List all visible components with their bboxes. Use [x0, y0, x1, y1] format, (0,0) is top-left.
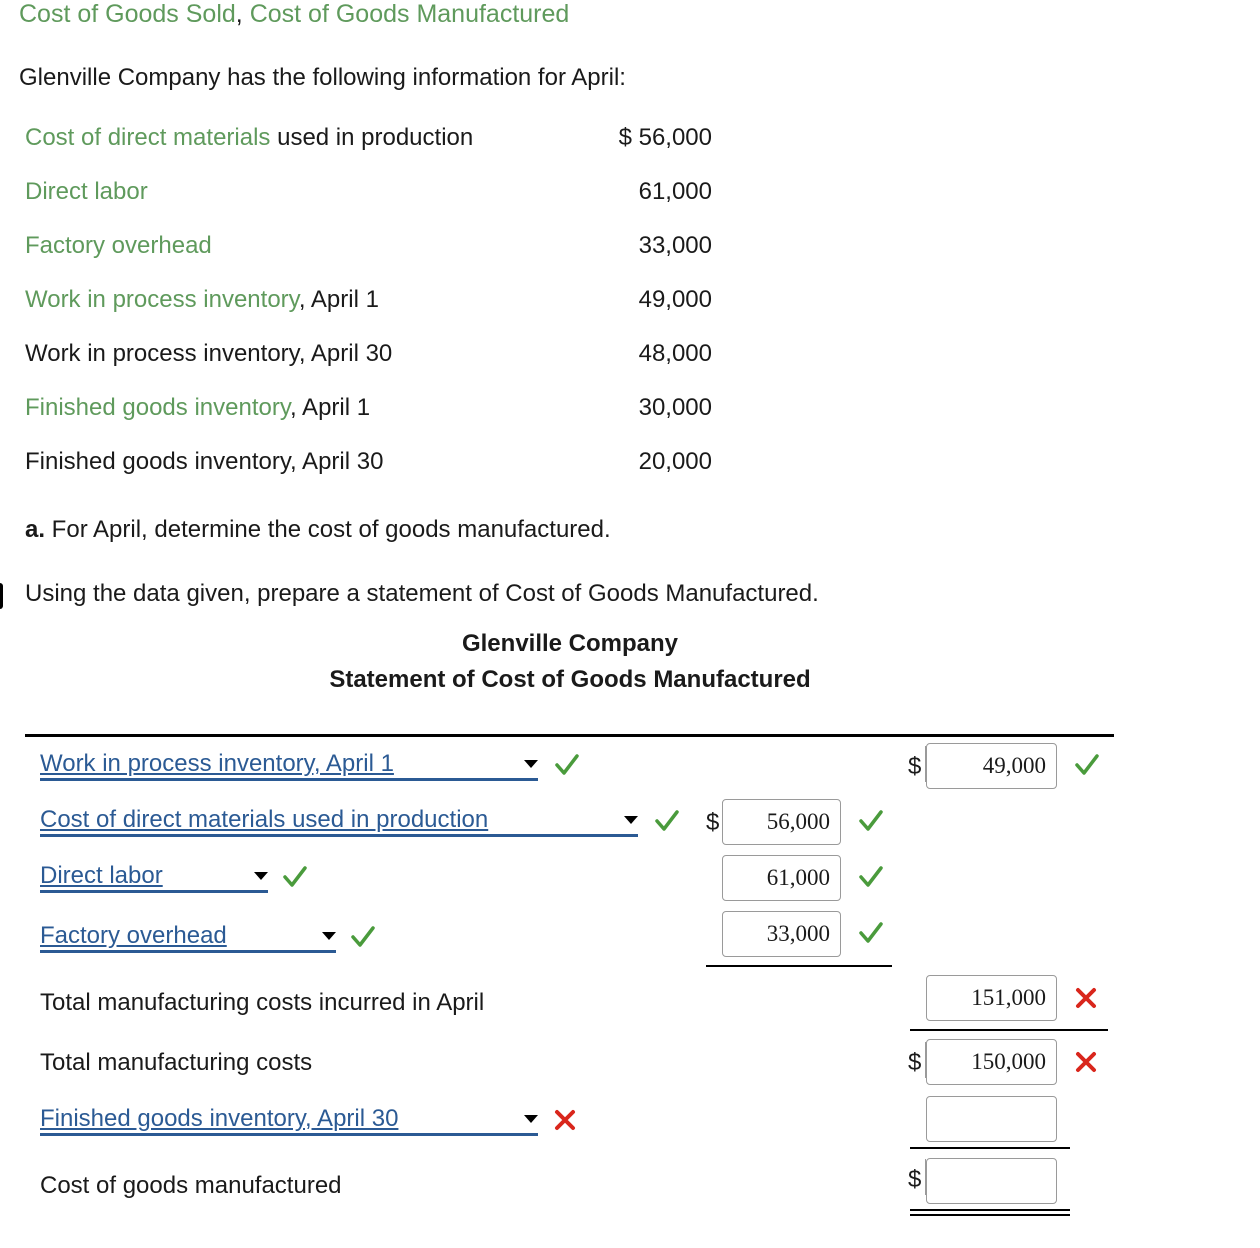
- chevron-down-icon: [322, 932, 336, 940]
- check-icon: [1074, 752, 1100, 778]
- dollar-sign: $: [706, 808, 723, 838]
- label-cogm: Cost of goods manufactured: [40, 1172, 342, 1199]
- label-total-incurred: Total manufacturing costs incurred in April: [40, 989, 485, 1016]
- intro-text: Glenville Company has the following information for April:: [19, 64, 626, 91]
- check-icon: [654, 808, 680, 834]
- title-link-cogm[interactable]: Cost of Goods Manufactured: [249, 0, 570, 28]
- dropdown-dm-used[interactable]: Cost of direct materials used in production: [40, 806, 638, 837]
- given-row-label: Work in process inventory, April 1: [25, 286, 379, 313]
- given-row-value: 33,000: [638, 232, 712, 259]
- double-rule-top: [910, 1209, 1070, 1211]
- statement-title: Statement of Cost of Goods Manufactured: [329, 666, 811, 693]
- glossary-link[interactable]: Work in process inventory: [25, 286, 299, 313]
- question-text: For April, determine the cost of goods manufactured.: [45, 516, 611, 543]
- dropdown-wip-april1[interactable]: Work in process inventory, April 1: [40, 750, 538, 781]
- given-row-value: 30,000: [638, 394, 712, 421]
- subtotal-rule: [706, 965, 892, 967]
- dollar-sign: $: [908, 752, 926, 782]
- given-row-value: 49,000: [638, 286, 712, 313]
- given-row-value: 61,000: [638, 178, 712, 205]
- title-separator: ,: [235, 0, 250, 28]
- input-factory-overhead[interactable]: 33,000: [722, 911, 841, 957]
- chevron-down-icon: [254, 872, 268, 880]
- question-letter: a.: [25, 516, 46, 543]
- check-icon: [858, 808, 884, 834]
- dollar-sign: $: [908, 1165, 926, 1195]
- check-icon: [282, 864, 308, 890]
- statement-top-rule: [25, 734, 1114, 737]
- chevron-down-icon: [624, 816, 638, 824]
- double-rule-bottom: [910, 1214, 1070, 1216]
- statement-company: Glenville Company: [461, 630, 679, 657]
- check-icon: [858, 864, 884, 890]
- question-a: [25, 515, 611, 545]
- focus-indicator: [0, 583, 3, 609]
- given-row-label: Work in process inventory, April 30: [25, 340, 393, 367]
- given-row-value: 20,000: [638, 448, 712, 475]
- input-cogm[interactable]: [926, 1158, 1057, 1204]
- input-total-costs[interactable]: 150,000: [926, 1039, 1057, 1085]
- deduction-rule: [910, 1147, 1070, 1149]
- dropdown-factory-overhead[interactable]: Factory overhead: [40, 922, 336, 953]
- glossary-link[interactable]: Factory overhead: [25, 232, 212, 259]
- problem-title: [19, 0, 569, 28]
- input-dm-used[interactable]: 56,000: [722, 799, 841, 845]
- check-icon: [554, 752, 580, 778]
- given-row-label: [25, 177, 148, 207]
- dropdown-fg-april30[interactable]: Finished goods inventory, April 30: [40, 1105, 538, 1136]
- glossary-link[interactable]: Cost of direct materials: [25, 124, 271, 151]
- check-icon: [350, 924, 376, 950]
- given-row-value: 48,000: [638, 340, 712, 367]
- given-row-label: Finished goods inventory, April 1: [25, 394, 371, 421]
- check-icon: [858, 920, 884, 946]
- x-icon: [1075, 987, 1097, 1009]
- dropdown-direct-labor[interactable]: Direct labor: [40, 862, 268, 893]
- input-total-incurred[interactable]: 151,000: [926, 975, 1057, 1021]
- x-icon: [554, 1109, 576, 1131]
- input-wip-april1[interactable]: 49,000: [926, 743, 1057, 789]
- instruction-text: Using the data given, prepare a statement of Cost of Goods Manufactured.: [25, 580, 819, 607]
- x-icon: [1075, 1051, 1097, 1073]
- label-total-costs: Total manufacturing costs: [40, 1049, 313, 1076]
- chevron-down-icon: [524, 1115, 538, 1123]
- title-link-cogs[interactable]: Cost of Goods Sold: [19, 0, 236, 28]
- given-row-label: Finished goods inventory, April 30: [25, 448, 384, 475]
- total-rule: [910, 1029, 1108, 1031]
- input-direct-labor[interactable]: 61,000: [722, 855, 841, 901]
- glossary-link[interactable]: Direct labor: [25, 178, 148, 205]
- given-row-label: [25, 231, 212, 261]
- dollar-sign: $: [908, 1048, 926, 1078]
- given-row-label: Cost of direct materials used in production: [25, 124, 474, 151]
- chevron-down-icon: [524, 760, 538, 768]
- given-row-value: $ 56,000: [618, 124, 712, 151]
- glossary-link[interactable]: Finished goods inventory: [25, 394, 291, 421]
- input-fg-april30[interactable]: [926, 1096, 1057, 1142]
